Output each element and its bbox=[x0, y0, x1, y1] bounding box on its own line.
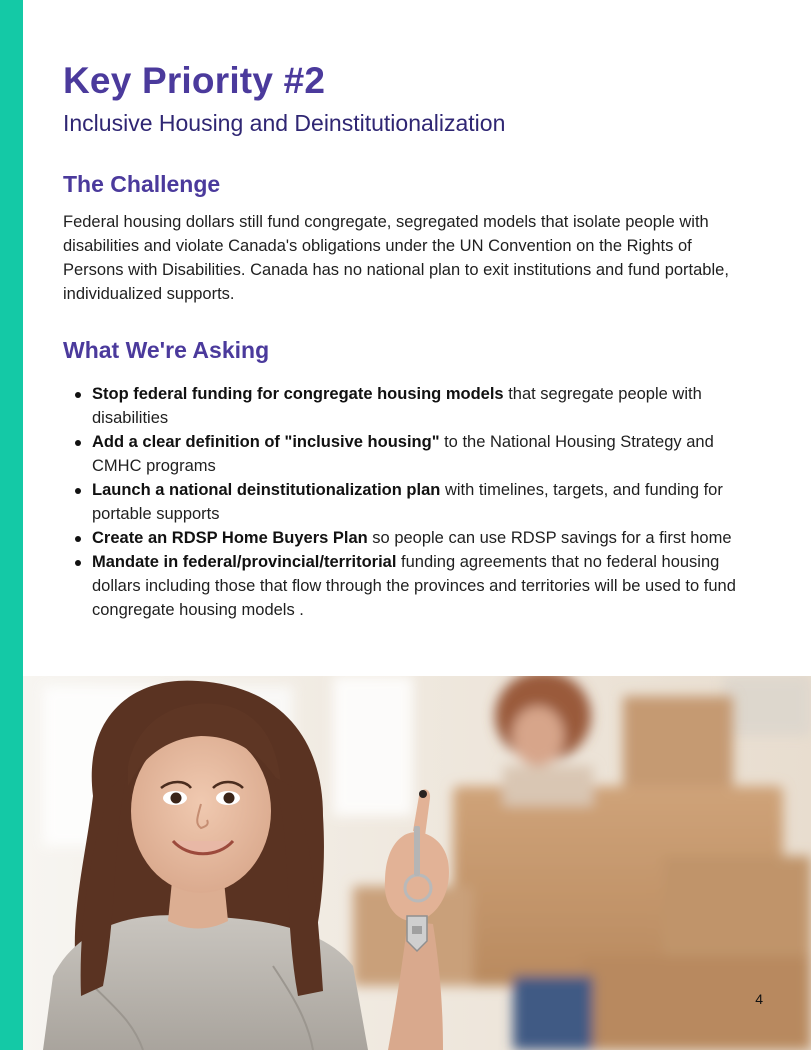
list-item-text: that segregate people with disabilities bbox=[92, 385, 702, 427]
challenge-heading: The Challenge bbox=[63, 171, 221, 197]
asking-list bbox=[63, 382, 753, 622]
challenge-paragraph: Federal housing dollars still fund congregate, segregated models that isolate people with disabilities and violate Canada's obligations under the UN Convention on the Rights of Persons with Disabilities. Canada has no national plan to exit institutions and fund portable, individualized supports. bbox=[63, 213, 729, 303]
list-item-text: so people can use RDSP savings for a first home bbox=[367, 529, 732, 547]
list-item bbox=[92, 478, 753, 526]
page-number: 4 bbox=[755, 991, 763, 1007]
list-item-bold: Stop federal funding for congregate housing models bbox=[92, 385, 504, 403]
list-item bbox=[92, 430, 753, 478]
page-subtitle: Inclusive Housing and Deinstitutionalization bbox=[63, 110, 506, 136]
list-item-text: funding agreements that no federal housing dollars including those that flow through the provinces and territories will be used to fund congregate housing models . bbox=[92, 553, 736, 619]
list-item bbox=[92, 382, 753, 430]
list-item-bold: Launch a national deinstitutionalization plan bbox=[92, 481, 441, 499]
asking-heading: What We're Asking bbox=[63, 337, 270, 363]
list-item-text: with timelines, targets, and funding for portable supports bbox=[92, 481, 723, 523]
list-item bbox=[92, 550, 753, 622]
list-item bbox=[92, 526, 753, 550]
list-item-bold: Mandate in federal/provincial/territorial bbox=[92, 553, 397, 571]
photo-woman-holding-keys bbox=[23, 676, 811, 1050]
photo-illustration bbox=[23, 676, 811, 1050]
list-item-bold: Create an RDSP Home Buyers Plan bbox=[92, 529, 368, 547]
page-title: Key Priority #2 bbox=[63, 60, 326, 101]
list-item-text: to the National Housing Strategy and CMHC programs bbox=[92, 433, 714, 475]
list-item-bold: Add a clear definition of "inclusive housing" bbox=[92, 433, 440, 451]
accent-side-bar bbox=[0, 0, 23, 1050]
